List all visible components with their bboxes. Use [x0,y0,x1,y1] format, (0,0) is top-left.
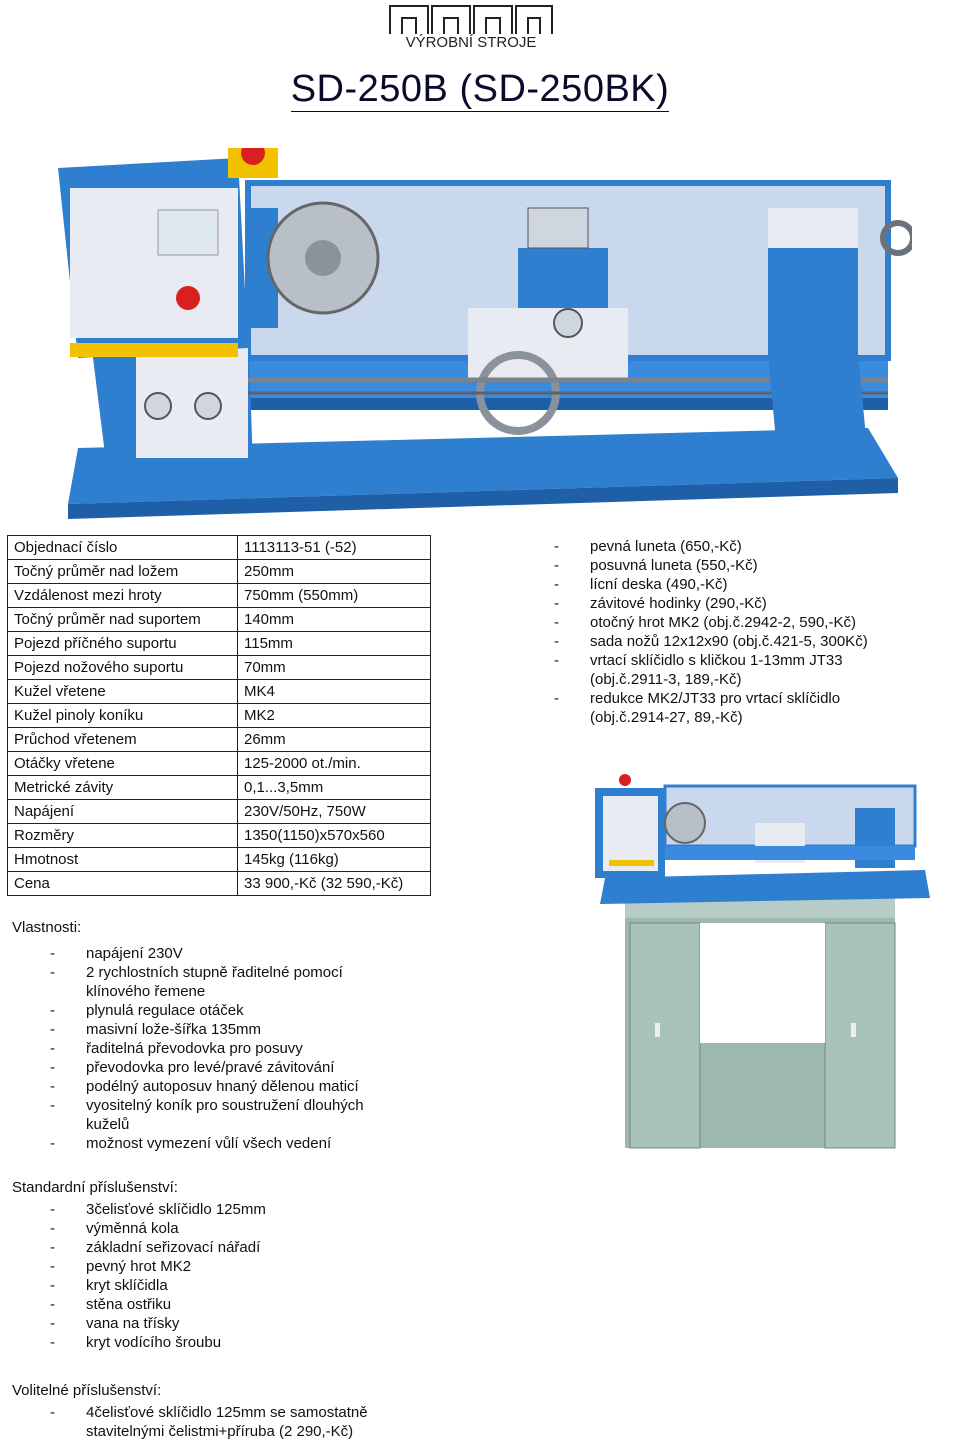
list-item-text: (obj.č.2914-27, 89,-Kč) [590,709,743,726]
spec-value: 250mm [238,560,431,584]
list-item-text: vyositelný koník pro soustružení dlouhých [86,1097,364,1114]
bullet-dash: - [50,1258,55,1275]
spec-value: 33 900,-Kč (32 590,-Kč) [238,872,431,896]
spec-row [8,632,431,656]
bullet-dash: - [554,690,559,707]
list-item-text: 2 rychlostních stupně řaditelné pomocí [86,964,343,981]
bullet-dash: - [50,1315,55,1332]
list-item-text: kryt sklíčidla [86,1277,168,1294]
spec-row [8,560,431,584]
list-item [50,1134,430,1153]
list-item-text: plynulá regulace otáček [86,1002,244,1019]
spec-row [8,680,431,704]
spec-label: Kužel pinoly koníku [8,704,238,728]
list-item [50,944,430,963]
list-item-text: napájení 230V [86,945,183,962]
cross-wheel-icon [554,309,582,337]
list-item [554,575,934,594]
bullet-dash: - [554,633,559,650]
spec-value: 1350(1150)x570x560 [238,824,431,848]
spec-row [8,536,431,560]
spec-value: 115mm [238,632,431,656]
list-item-text: možnost vymezení vůlí všech vedení [86,1135,332,1152]
page-title-text: SD-250B (SD-250BK) [290,68,670,110]
bullet-dash: - [50,1078,55,1095]
spec-label: Hmotnost [8,848,238,872]
bullet-dash: - [50,964,55,981]
stand-opening [700,923,825,1043]
list-item-text: masivní lože-šířka 135mm [86,1021,262,1038]
tool-post [528,208,588,248]
tailstock-top [768,208,858,248]
list-item-text: (obj.č.2911-3, 189,-Kč) [590,671,742,688]
list-item [50,1020,430,1039]
spec-row [8,704,431,728]
list-item [50,1058,430,1077]
list-item-text: závitové hodinky (290,-Kč) [590,595,767,612]
spec-label: Kužel vřetene [8,680,238,704]
list-item [554,537,934,556]
lathe-stand-photo [585,768,933,1160]
bullet-dash: - [50,1097,55,1114]
spec-label: Pojezd nožového suportu [8,656,238,680]
spec-label: Cena [8,872,238,896]
spec-value: 145kg (116kg) [238,848,431,872]
spec-value: 26mm [238,728,431,752]
list-item-text: lícní deska (490,-Kč) [590,576,728,593]
company-logo [388,4,554,52]
list-item-text: klínového řemene [86,983,206,1000]
mini-control-panel [603,796,658,871]
list-item-text: řaditelná převodovka pro posuvy [86,1040,303,1057]
list-item [554,594,934,613]
spec-row [8,656,431,680]
list-item [50,1276,430,1295]
right-door-handle-icon [851,1023,856,1037]
spec-label: Točný průměr nad suportem [8,608,238,632]
list-item [554,613,934,632]
list-item [554,689,934,727]
spec-value: 140mm [238,608,431,632]
bullet-dash: - [554,576,559,593]
list-item [50,1219,430,1238]
list-item-text: převodovka pro levé/pravé závitování [86,1059,335,1076]
bullet-dash: - [50,1040,55,1057]
list-item [50,1001,430,1020]
bullet-dash: - [50,1296,55,1313]
list-item-text: vana na třísky [86,1315,180,1332]
bullet-dash: - [554,595,559,612]
list-item-text: kryt vodícího šroubu [86,1334,222,1351]
spec-value: 230V/50Hz, 750W [238,800,431,824]
spec-value: 0,1...3,5mm [238,776,431,800]
spec-label: Točný průměr nad ložem [8,560,238,584]
properties-list [50,944,430,1153]
list-item-text: výměnná kola [86,1220,179,1237]
caution-label [70,343,238,357]
bullet-dash: - [50,1220,55,1237]
spec-label: Pojezd příčného suportu [8,632,238,656]
stand-left-door [630,923,700,1148]
tailstock-leg [768,353,868,463]
mini-stop-icon [619,774,631,786]
bullet-dash: - [554,614,559,631]
page-title [0,68,960,111]
list-item-text: základní seřizovací nářadí [86,1239,261,1256]
list-item [50,1295,430,1314]
spec-label: Metrické závity [8,776,238,800]
spec-value: MK4 [238,680,431,704]
list-item [554,556,934,575]
spec-table [7,535,431,896]
logo-text: VÝROBNÍ STROJE [405,34,537,51]
spec-row [8,824,431,848]
list-item-text: vrtací sklíčidlo s kličkou 1-13mm JT33 [590,652,843,669]
spec-row [8,776,431,800]
bullet-dash: - [50,1135,55,1152]
optional-price-list [554,537,934,727]
list-item-text: podélný autoposuv hnaný dělenou maticí [86,1078,359,1095]
spec-label: Objednací číslo [8,536,238,560]
list-item-text: 4čelisťové sklíčidlo 125mm se samostatně [86,1404,368,1421]
bullet-dash: - [554,557,559,574]
gearbox-knob-left [145,393,171,419]
bullet-dash: - [50,945,55,962]
list-item [50,1096,430,1134]
spec-label: Otáčky vřetene [8,752,238,776]
spec-row [8,872,431,896]
chuck-center [305,240,341,276]
list-item [50,1314,430,1333]
list-item [50,1039,430,1058]
standard-accessories-list [50,1200,430,1352]
list-item-text: pevný hrot MK2 [86,1258,192,1275]
spec-row [8,728,431,752]
bullet-dash: - [50,1021,55,1038]
list-item [50,1238,430,1257]
spec-value: 70mm [238,656,431,680]
properties-title: Vlastnosti: [12,919,82,936]
list-item [50,1077,430,1096]
list-item-text: sada nožů 12x12x90 (obj.č.421-5, 300Kč) [590,633,868,650]
list-item-text: redukce MK2/JT33 pro vrtací sklíčidlo [590,690,841,707]
list-item-text: 3čelisťové sklíčidlo 125mm [86,1201,266,1218]
spec-row [8,848,431,872]
list-item-text: otočný hrot MK2 (obj.č.2942-2, 590,-Kč) [590,614,856,631]
spec-row [8,800,431,824]
lathe-photo [48,148,912,520]
bullet-dash: - [50,1334,55,1351]
standard-accessories-title: Standardní příslušenství: [12,1179,178,1196]
gearbox-knob-right [195,393,221,419]
spec-value: 750mm (550mm) [238,584,431,608]
bullet-dash: - [50,1002,55,1019]
optional-accessories-list [50,1403,470,1441]
optional-accessories-title: Volitelné příslušenství: [12,1382,162,1399]
list-item [50,963,430,1001]
bullet-dash: - [50,1277,55,1294]
speed-dial-icon [176,286,200,310]
list-item [50,1257,430,1276]
list-item-text: stěna ostřiku [86,1296,172,1313]
stand-right-door [825,923,895,1148]
bullet-dash: - [50,1059,55,1076]
left-door-handle-icon [655,1023,660,1037]
spec-row [8,752,431,776]
spec-label: Průchod vřetenem [8,728,238,752]
list-item-text: pevná luneta (650,-Kč) [590,538,742,555]
list-item-text: kuželů [86,1116,130,1133]
speed-chart [158,210,218,255]
spec-row [8,608,431,632]
list-item [50,1200,430,1219]
mini-caution-label [609,860,654,866]
list-item-text: posuvná luneta (550,-Kč) [590,557,758,574]
spec-value: MK2 [238,704,431,728]
bullet-dash: - [50,1404,55,1421]
spec-row [8,584,431,608]
mini-bed [665,846,915,860]
spec-label: Rozměry [8,824,238,848]
bullet-dash: - [554,538,559,555]
bullet-dash: - [50,1239,55,1256]
bullet-dash: - [50,1201,55,1218]
cross-slide [518,248,608,308]
spec-value: 1113113-51 (-52) [238,536,431,560]
mini-chuck [665,803,705,843]
list-item [554,632,934,651]
spec-label: Vzdálenost mezi hroty [8,584,238,608]
list-item-text: stavitelnými čelistmi+příruba (2 290,-Kč) [86,1423,354,1440]
logo-mark-icon [388,4,554,36]
list-item [554,651,934,689]
list-item [50,1333,430,1352]
bullet-dash: - [554,652,559,669]
list-item [50,1403,470,1441]
spec-label: Napájení [8,800,238,824]
spec-value: 125-2000 ot./min. [238,752,431,776]
